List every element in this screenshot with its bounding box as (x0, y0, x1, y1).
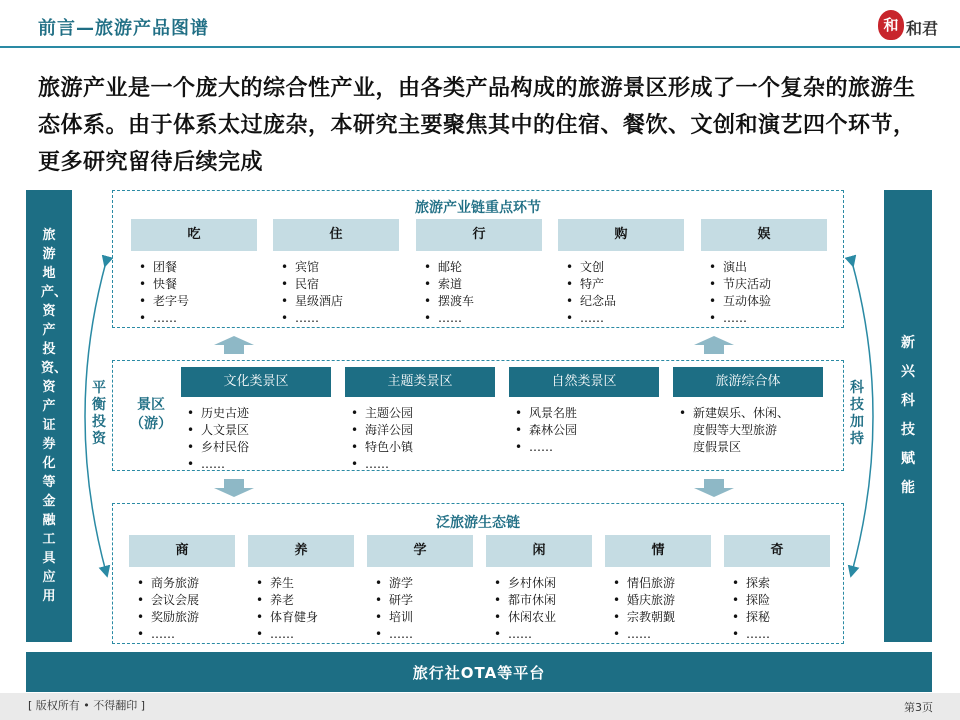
list-item: • 探秘 (732, 609, 770, 626)
list-item-cont: 度假景区 (693, 440, 742, 454)
category-study: 学 (367, 535, 473, 567)
scenic-nature: 自然类景区 (509, 367, 659, 397)
list-item: • 海洋公园 (351, 422, 413, 439)
list-item: • 游学 (375, 575, 413, 592)
scenic-label-line2: （游） (130, 416, 172, 432)
list-item: • …… (709, 310, 771, 327)
entertain-list (709, 259, 771, 327)
page-number: 第3页 (904, 701, 933, 714)
adventure-list (732, 575, 770, 643)
category-health: 养 (248, 535, 354, 567)
list-item: • 体育健身 (256, 609, 318, 626)
list-item: • 节庆活动 (709, 276, 771, 293)
shop-list (566, 259, 616, 327)
pan-tourism-title: 泛旅游生态链 (436, 515, 520, 531)
complex-list (679, 405, 789, 456)
list-item: • 星级酒店 (281, 293, 343, 310)
list-item: • 探险 (732, 592, 770, 609)
list-item: • 养生 (256, 575, 318, 592)
list-item: • 历史古迹 (187, 405, 249, 422)
scenic-area-section (112, 360, 844, 471)
header-divider (0, 46, 960, 48)
down-arrow-icon (694, 479, 734, 497)
list-item: • 宾馆 (281, 259, 343, 276)
list-item: • 森林公园 (515, 422, 577, 439)
list-item: • …… (187, 456, 249, 473)
category-stay: 住 (273, 219, 399, 251)
study-list (375, 575, 413, 643)
scenic-label (130, 396, 172, 434)
logo-name: 和君 (906, 19, 939, 38)
list-item: • 会议会展 (137, 592, 199, 609)
list-item: • 特产 (566, 276, 616, 293)
list-item: • 探索 (732, 575, 770, 592)
company-logo (878, 10, 948, 44)
category-entertain: 娱 (701, 219, 827, 251)
scenic-theme: 主题类景区 (345, 367, 495, 397)
list-item: • …… (566, 310, 616, 327)
list-item: • 老字号 (139, 293, 189, 310)
list-item: • 特色小镇 (351, 439, 413, 456)
list-item: • …… (351, 456, 413, 473)
list-item: • 乡村民俗 (187, 439, 249, 456)
list-item: • 奖励旅游 (137, 609, 199, 626)
platform-bar: 旅行社OTA等平台 (26, 652, 932, 692)
list-item: • …… (424, 310, 474, 327)
culture-list (187, 405, 249, 473)
list-item: • 主题公园 (351, 405, 413, 422)
pan-tourism-section (112, 503, 844, 644)
list-item: • …… (139, 310, 189, 327)
list-item: • 都市休闲 (494, 592, 556, 609)
list-item: • 团餐 (139, 259, 189, 276)
nature-list (515, 405, 577, 456)
list-item: • 新建娱乐、休闲、 (679, 405, 789, 422)
down-arrow-icon (214, 479, 254, 497)
list-item: • …… (281, 310, 343, 327)
travel-list (424, 259, 474, 327)
list-item: • 文创 (566, 259, 616, 276)
logo-seal: 和 (878, 10, 904, 40)
page-title: 前言—旅游产品图谱 (38, 18, 209, 39)
list-item: • 宗教朝觐 (613, 609, 675, 626)
up-arrow-icon (214, 336, 254, 354)
left-side-bar (26, 190, 72, 642)
list-item: • 演出 (709, 259, 771, 276)
list-item: • 风景名胜 (515, 405, 577, 422)
list-item: • …… (375, 626, 413, 643)
health-list (256, 575, 318, 643)
leisure-list (494, 575, 556, 643)
list-item: • …… (137, 626, 199, 643)
scenic-label-line1: 景区 (137, 397, 165, 413)
left-side-bar-text: 旅游地产、资产投资、资产证券化等金融工具应用 (41, 228, 68, 604)
category-business: 商 (129, 535, 235, 567)
list-item: • 养老 (256, 592, 318, 609)
category-romance: 情 (605, 535, 711, 567)
category-adventure: 奇 (724, 535, 830, 567)
tech-support-label: 科技加持 (850, 380, 864, 447)
list-item: • 快餐 (139, 276, 189, 293)
list-item: • …… (494, 626, 556, 643)
list-item: • 婚庆旅游 (613, 592, 675, 609)
list-item: • 索道 (424, 276, 474, 293)
copyright-notice: [ 版权所有 • 不得翻印 ] (28, 699, 146, 712)
right-side-bar-text: 新兴科技赋能 (901, 335, 915, 496)
list-item: • 培训 (375, 609, 413, 626)
scenic-complex: 旅游综合体 (673, 367, 823, 397)
industry-chain-title: 旅游产业链重点环节 (415, 200, 541, 216)
list-item: • 民宿 (281, 276, 343, 293)
list-item: • 休闲农业 (494, 609, 556, 626)
list-item-cont: 度假等大型旅游 (693, 423, 778, 437)
scenic-culture: 文化类景区 (181, 367, 331, 397)
right-side-bar (884, 190, 932, 642)
up-arrow-icon (694, 336, 734, 354)
category-leisure: 闲 (486, 535, 592, 567)
list-item: • 商务旅游 (137, 575, 199, 592)
category-travel: 行 (416, 219, 542, 251)
list-item: • 摆渡车 (424, 293, 474, 310)
romance-list (613, 575, 675, 643)
theme-list (351, 405, 413, 473)
industry-chain-section (112, 190, 844, 328)
eat-list (139, 259, 189, 327)
balance-investment-label: 平衡投资 (92, 380, 106, 447)
list-item: • 纪念品 (566, 293, 616, 310)
intro-text: 旅游产业是一个庞大的综合性产业，由各类产品构成的旅游景区形成了一个复杂的旅游生态体系。由于体系太过庞杂，本研究主要聚焦其中的住宿、餐饮、文创和演艺四个环节，更多研究留待后续完成 (38, 76, 916, 175)
list-item: • 研学 (375, 592, 413, 609)
category-shop: 购 (558, 219, 684, 251)
list-item: • …… (515, 439, 577, 456)
category-eat: 吃 (131, 219, 257, 251)
list-item: • …… (732, 626, 770, 643)
stay-list (281, 259, 343, 327)
business-list (137, 575, 199, 643)
list-item: • 乡村休闲 (494, 575, 556, 592)
list-item: • 互动体验 (709, 293, 771, 310)
list-item: • 情侣旅游 (613, 575, 675, 592)
list-item: • 邮轮 (424, 259, 474, 276)
list-item: • …… (256, 626, 318, 643)
list-item: • 人文景区 (187, 422, 249, 439)
list-item: • …… (613, 626, 675, 643)
